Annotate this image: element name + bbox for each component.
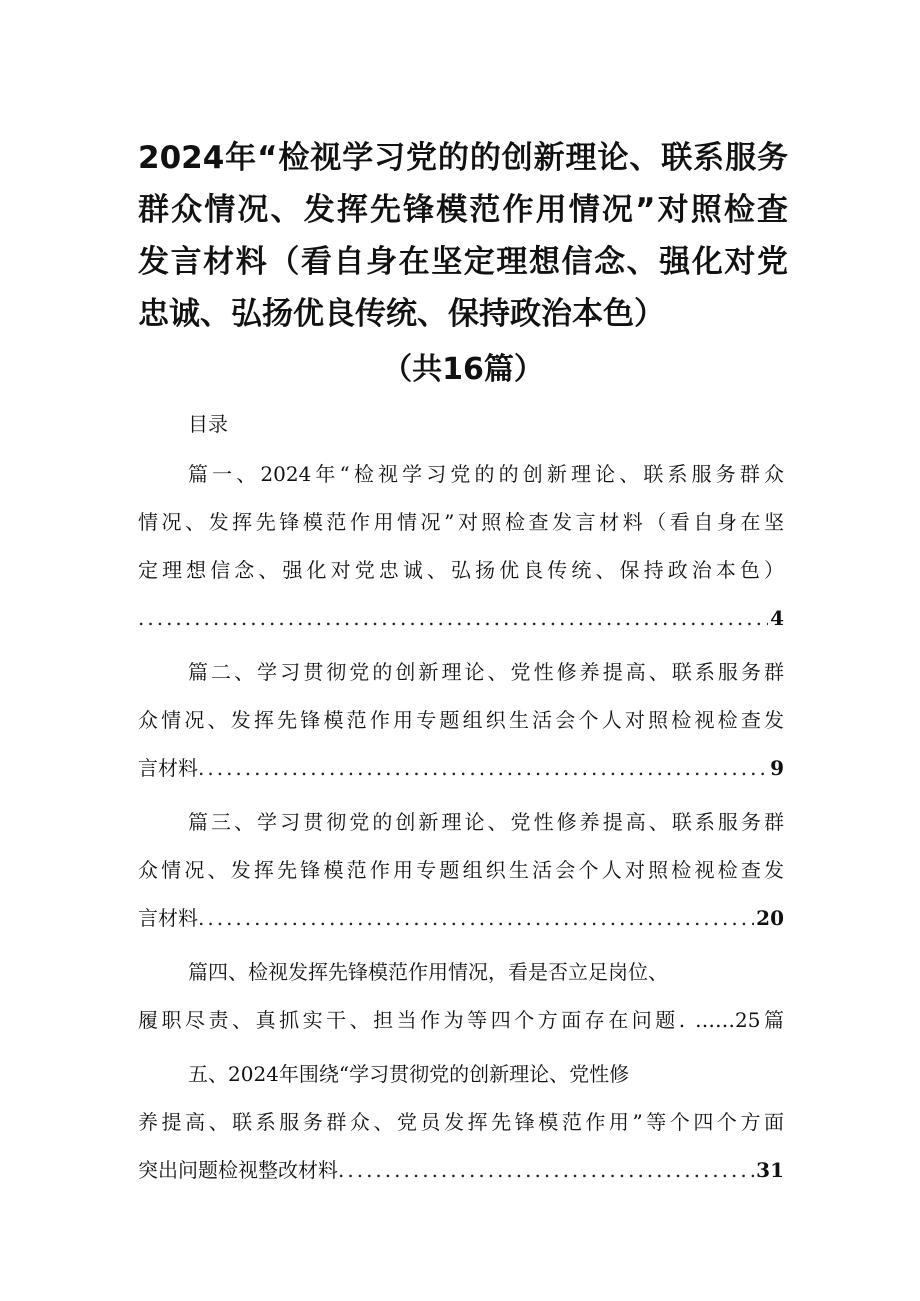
toc-entry-2-leader [138, 744, 784, 792]
toc-entry-2-last-text: 言材料 [138, 756, 198, 780]
toc-entry-5-line-2: 养提高、联系服务群众、党员发挥先锋模范作用”等个四个方面 [138, 1110, 784, 1134]
toc-entry-4[interactable] [138, 948, 784, 1044]
toc-entry-2-page: 9 [770, 756, 784, 780]
dot-leader [198, 894, 754, 942]
toc-entry-3-page: 20 [756, 906, 784, 930]
toc-entry-4-line-1: 篇四、检视发挥先锋模范作用情况，看是否立足岗位、 [188, 960, 668, 984]
title-line-3: 发言材料（看自身在坚定理想信念、强化对党 [138, 244, 788, 280]
toc-entry-1-line-2: 情况、发挥先锋模范作用情况”对照检查发言材料（看自身在坚 [138, 510, 784, 534]
toc-entry-1-line-1: 篇一、2024年“检视学习党的的创新理论、联系服务群众 [188, 462, 784, 486]
title-count: （共16篇） [382, 352, 544, 387]
document-title [138, 132, 788, 396]
toc-entry-1-page: 4 [770, 606, 784, 630]
toc-entry-3-line-2: 众情况、发挥先锋模范作用专题组织生活会个人对照检视检查发 [138, 858, 784, 882]
toc-entry-4-line-2: 履职尽责、真抓实干、担当作为等四个方面存在问题. ……25篇 [138, 1008, 784, 1032]
toc-entry-5-leader [138, 1146, 784, 1194]
toc-heading: 目录 [188, 412, 228, 436]
title-line-1: 2024年“检视学习党的的创新理论、联系服务 [138, 140, 788, 176]
title-line-2: 群众情况、发挥先锋模范作用情况”对照检查 [138, 192, 788, 228]
dot-leader [138, 594, 768, 642]
toc-entry-5-page: 31 [756, 1158, 784, 1182]
toc-entry-5-line-1: 五、2024年围绕“学习贯彻党的创新理论、党性修 [188, 1062, 630, 1086]
toc-entry-2[interactable] [138, 648, 784, 792]
toc-entry-1-line-3: 定理想信念、强化对党忠诚、弘扬优良传统、保持政治本色） [138, 558, 784, 582]
title-line-4: 忠诚、弘扬优良传统、保持政治本色） [138, 296, 665, 332]
toc-entry-3-leader [138, 894, 784, 942]
toc-entry-5-last-text: 突出问题检视整改材料 [138, 1158, 338, 1182]
toc-entry-3-last-text: 言材料 [138, 906, 198, 930]
toc-entry-2-line-1: 篇二、学习贯彻党的创新理论、党性修养提高、联系服务群 [188, 660, 784, 684]
toc-entry-2-line-2: 众情况、发挥先锋模范作用专题组织生活会个人对照检视检查发 [138, 708, 784, 732]
dot-leader [198, 744, 768, 792]
toc-entry-3-line-1: 篇三、学习贯彻党的创新理论、党性修养提高、联系服务群 [188, 810, 784, 834]
toc-entry-1-leader [138, 594, 784, 642]
dot-leader [338, 1146, 754, 1194]
toc-entry-5[interactable] [138, 1050, 784, 1194]
table-of-contents [138, 404, 784, 1200]
toc-entry-1[interactable] [138, 450, 784, 642]
toc-entry-3[interactable] [138, 798, 784, 942]
